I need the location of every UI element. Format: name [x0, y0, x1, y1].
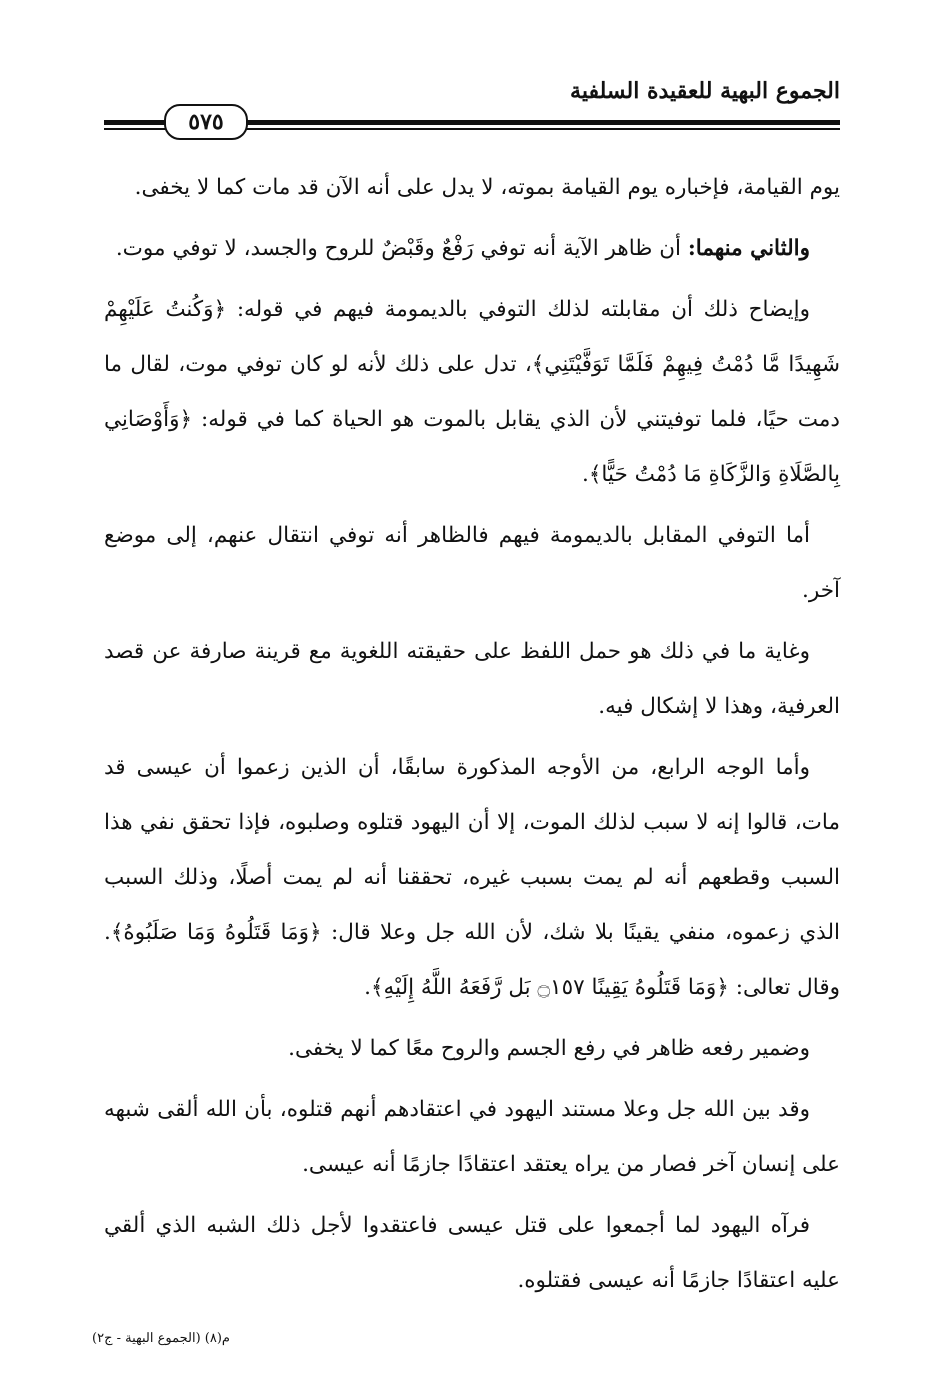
paragraph-2: [104, 221, 840, 276]
paragraph-5-text: وغاية ما في ذلك هو حمل اللفظ على حقيقته اللغوية مع قرينة صارفة عن قصد العرفية، وهذا لا إشكال فيه.: [104, 639, 840, 719]
paragraph-2-lead: والثاني منهما:: [687, 236, 810, 261]
paragraph-1-text: يوم القيامة، فإخباره يوم القيامة بموته، لا يدل على أنه الآن قد مات كما لا يخفى.: [134, 175, 840, 200]
paragraph-7-text: وضمير رفعه ظاهر في رفع الجسم والروح معًا كما لا يخفى.: [288, 1036, 810, 1061]
footer-signature: م(٨) (الجموع البهية - ج٢): [92, 1331, 230, 1346]
paragraph-8-text: وقد بين الله جل وعلا مستند اليهود في اعتقادهم أنهم قتلوه، بأن الله ألقى شبهه على إنسان آخر فصار من يراه يعتقد اعتقادًا جازمًا أنه عيسى.: [104, 1097, 840, 1177]
paragraph-7: [104, 1021, 840, 1076]
paragraph-1: [104, 160, 840, 215]
paragraph-5: [104, 624, 840, 734]
paragraph-8: [104, 1082, 840, 1192]
body-text: [104, 160, 840, 1314]
running-title: الجموع البهية للعقيدة السلفية: [570, 78, 840, 104]
paragraph-4: [104, 508, 840, 618]
paragraph-9: [104, 1198, 840, 1308]
paragraph-3-text: وإيضاح ذلك أن مقابلته لذلك التوفي بالديمومة فيهم في قوله: ﴿وَكُنتُ عَلَيْهِمْ شَهِيدًا مَّا دُمْتُ فِيهِمْ فَلَمَّا تَوَفَّيْتَنِي﴾، تدل على ذلك لأنه لو كان توفي موت، لقال ما دمت حيًا، فلما توفيتني لأن الذي يقابل بالموت هو الحياة كما في قوله: ﴿وَأَوْصَانِي بِالصَّلَاةِ وَالزَّكَاةِ مَا دُمْتُ حَيًّا﴾.: [104, 297, 840, 487]
paragraph-9-text: فرآه اليهود لما أجمعوا على قتل عيسى فاعتقدوا لأجل ذلك الشبه الذي ألقي عليه اعتقادًا جازمًا أنه عيسى فقتلوه.: [104, 1213, 840, 1293]
paragraph-2-text: أن ظاهر الآية أنه توفي رَفْعٌ وقَبْضٌ للروح والجسد، لا توفي موت.: [115, 236, 688, 261]
page-number-badge: ٥٧٥: [164, 104, 248, 140]
paragraph-6: [104, 740, 840, 1015]
paragraph-3: [104, 282, 840, 502]
paragraph-4-text: أما التوفي المقابل بالديمومة فيهم فالظاهر أنه توفي انتقال عنهم، إلى موضع آخر.: [104, 523, 840, 603]
paragraph-6-text: وأما الوجه الرابع، من الأوجه المذكورة سابقًا، أن الذين زعموا أن عيسى قد مات، قالوا إنه لا سبب لذلك الموت، إلا أن اليهود قتلوه وصلبوه، فإذا تحقق نفي هذا السبب وقطعهم أنه لم يمت بسبب غيره، تحققنا أنه لم يمت أصلًا، وذلك السبب الذي زعموه، منفي يقينًا بلا شك، لأن الله جل وعلا قال: ﴿وَمَا قَتَلُوهُ وَمَا صَلَبُوهُ﴾. وقال تعالى: ﴿وَمَا قَتَلُوهُ يَقِينًا ۝١٥٧ بَل رَّفَعَهُ اللَّهُ إِلَيْهِ﴾.: [104, 755, 840, 1000]
